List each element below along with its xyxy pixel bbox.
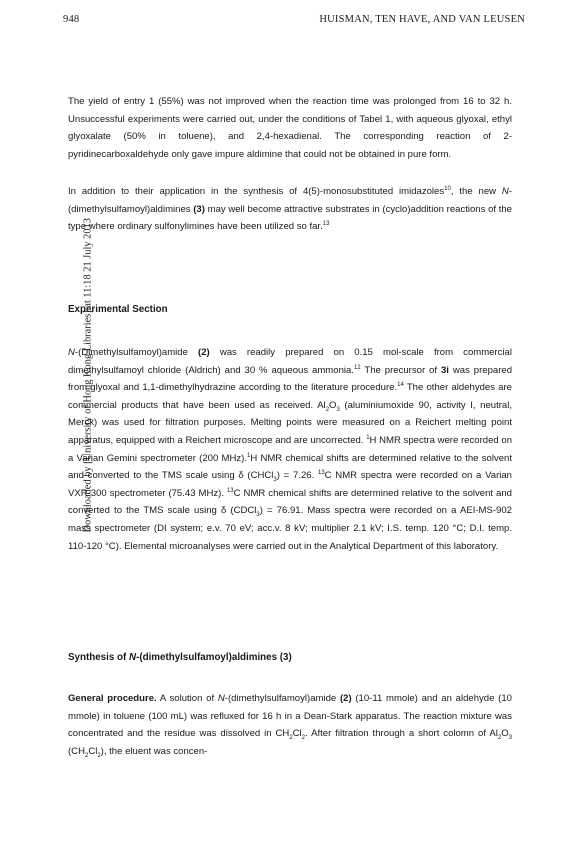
exp-text: (aluminiumoxide 90, activity I, neutral, Merck) was used for filtration purposes. Melting points were measured on a Reichert melting point apparatus, equipped with a Reichert microscope and are uncorrected. bbox=[68, 399, 512, 446]
italic-n: N bbox=[128, 652, 137, 663]
exp-text: C NMR spectra were recorded on a Varian VXR-300 spectrometer (75.43 MHz). bbox=[68, 470, 512, 499]
running-head: HUISMAN, TEN HAVE, AND VAN LEUSEN bbox=[319, 14, 525, 25]
superscript: 13 bbox=[226, 487, 234, 494]
compound-ref-3: (3) bbox=[193, 203, 205, 215]
synthesis-heading-text: -(dimethylsulfamoyl)aldimines (3) bbox=[136, 652, 292, 663]
exp-text: The other aldehydes are commercial products that have been used as received. Al bbox=[68, 382, 512, 411]
exp-text: The precursor of bbox=[360, 364, 441, 376]
subscript: 2 bbox=[301, 735, 306, 742]
subscript: 2 bbox=[84, 752, 89, 759]
general-procedure-label: General procedure. bbox=[68, 693, 157, 704]
gp-text: Cl bbox=[292, 728, 302, 740]
subscript: 3 bbox=[336, 406, 340, 413]
exp-text: was readily prepared on 0.15 mol-scale from commercial dimethylsulfamoyl chloride (Aldrich) and 30 % aqueous ammonia. bbox=[68, 347, 512, 376]
subscript: 2 bbox=[325, 406, 330, 413]
download-watermark: Downloaded by [University of Hong Kong Libraries] at 11:18 21 July 2013 bbox=[82, 218, 94, 533]
gp-text: ), the eluent was concen- bbox=[100, 745, 208, 757]
gp-text: (CH bbox=[68, 745, 85, 757]
italic-n: N bbox=[501, 186, 509, 197]
subscript: 2 bbox=[289, 735, 293, 742]
compound-ref-2: (2) bbox=[198, 347, 210, 358]
subscript: 3 bbox=[273, 477, 277, 484]
synthesis-heading-text: Synthesis of bbox=[68, 652, 129, 663]
superscript: 13 bbox=[317, 469, 325, 476]
intro-p2-part: , the new bbox=[450, 186, 502, 197]
gp-text: O bbox=[501, 728, 509, 740]
exp-text: ) = 7.26. bbox=[276, 470, 318, 482]
intro-paragraph-1 bbox=[68, 93, 512, 163]
page-number: 948 bbox=[63, 14, 80, 25]
gp-text: . After filtration through a short colomn of Al bbox=[305, 728, 498, 740]
exp-text: C NMR chemical shifts are determined relative to the solvent and converted to the TMS scale using δ (CDCl bbox=[68, 487, 512, 517]
exp-text: O bbox=[329, 399, 337, 411]
exp-text: H NMR chemical shifts are determined relative to the solvent and converted to the TMS scale using δ (CHCl bbox=[68, 452, 512, 482]
exp-text: ) = 76.91. Mass spectra were recorded on a AEI-MS-902 mass spectrometer (DI system; e.v. 70 eV; acc.v. 8 kV; multiplier 2.1 kV; I.S. temp. 120 °C; D.I. temp. 110-120 °C). Elemental microanalyses were carried out in the Analytical Department of this laboratory. bbox=[68, 505, 512, 552]
exp-text: -(Dimethylsulfamoyl)amide bbox=[74, 347, 199, 358]
gp-text: -(dimethylsulfamoyl)amide bbox=[224, 693, 340, 704]
intro-p2-part: may well become attractive substrates in (cyclo)addition reactions of the type where ordinary sulfonylimines have been utilized so far. bbox=[68, 203, 512, 233]
citation-13: 13 bbox=[322, 221, 330, 228]
gp-text: (10-11 mmole) and an aldehyde (10 mmole) in toluene (100 mL) was refluxed for 16 h in a Dean-Stark apparatus. The reaction mixture was concentrated and the residue was dissolved in CH bbox=[68, 693, 512, 740]
intro-p1-text: The yield of entry 1 (55%) was not improved when the reaction time was prolonged from 16 to 32 h. Unsuccessful experiments were carried out, under the conditions of Tabel 1, with aqueous glyoxal, ethyl glyoxalate (50% in toluene), and 2,4-hexadienal. The corresponding reaction of 2-pyridinecarboxaldehyde only gave impure aldimine that could not be obtained in pure form. bbox=[68, 96, 512, 160]
exp-text: was prepared from glyoxal and 1,1-dimethylhydrazine according to the literature procedure. bbox=[68, 364, 512, 394]
italic-n: N bbox=[217, 693, 225, 704]
superscript: 1 bbox=[366, 434, 370, 441]
intro-p2-part: In addition to their application in the synthesis of 4(5)-monosubstituted imidazoles bbox=[68, 186, 445, 197]
compound-ref-3i: 3i bbox=[440, 364, 449, 376]
gp-text: A solution of bbox=[156, 693, 218, 704]
intro-paragraph-2 bbox=[68, 183, 512, 236]
subscript: 2 bbox=[497, 735, 502, 742]
experimental-heading: Experimental Section bbox=[68, 304, 168, 315]
general-procedure-paragraph bbox=[68, 690, 512, 760]
citation-10: 10 bbox=[444, 185, 451, 192]
superscript: 1 bbox=[246, 452, 251, 459]
gp-text: Cl bbox=[88, 745, 98, 757]
subscript: 3 bbox=[256, 512, 260, 519]
compound-ref-2: (2) bbox=[339, 693, 352, 704]
subscript: 2 bbox=[97, 752, 101, 759]
intro-p2-part: -(dimethylsulfamoyl)aldimines bbox=[68, 186, 512, 215]
experimental-paragraph bbox=[68, 344, 512, 555]
subscript: 3 bbox=[508, 735, 513, 742]
citation-12: 12 bbox=[353, 364, 361, 371]
synthesis-heading bbox=[68, 652, 292, 663]
citation-14: 14 bbox=[397, 382, 404, 389]
italic-n: N bbox=[68, 347, 75, 358]
exp-text: H NMR spectra were recorded on a Varian Gemini spectrometer (200 MHz). bbox=[68, 434, 513, 464]
